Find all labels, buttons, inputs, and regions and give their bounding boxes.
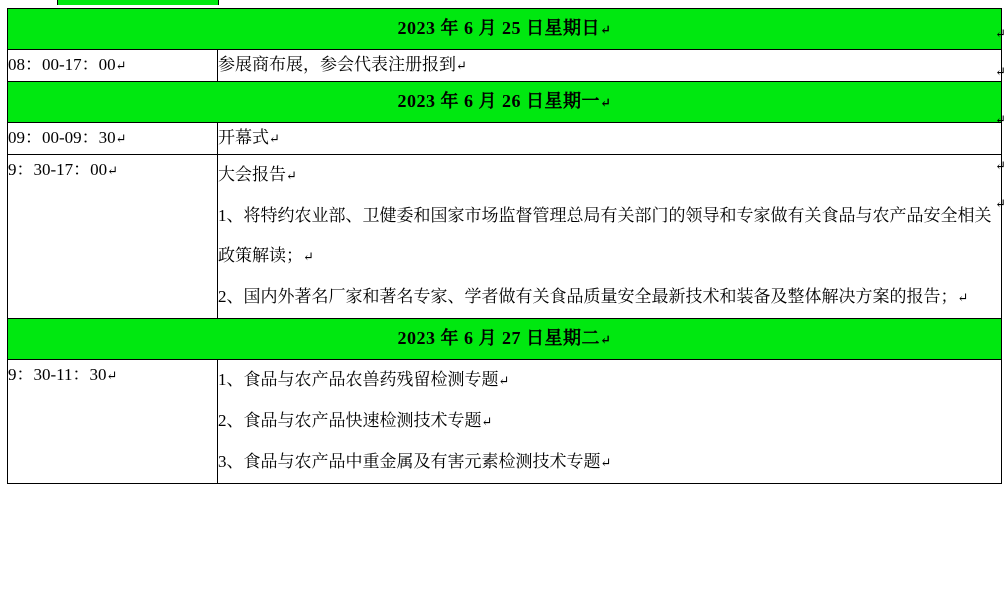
content-cell <box>218 50 1002 82</box>
content-cell <box>218 360 1002 484</box>
edge-paragraph-mark: ↵ <box>995 196 1006 211</box>
table-row <box>8 155 1002 319</box>
time-label: 9：30-11：30 <box>8 365 107 384</box>
day-header-cell <box>8 9 1002 50</box>
content-text: 大会报告 <box>218 165 286 184</box>
edge-paragraph-mark: ↵ <box>995 112 1006 127</box>
content-text: 2、食品与农产品快速检测技术专题 <box>218 411 482 430</box>
edge-paragraph-mark: ↵ <box>995 64 1006 79</box>
content-text: 3、食品与农产品中重金属及有害元素检测技术专题 <box>218 452 601 471</box>
content-cell <box>218 123 1002 155</box>
table-top-stub <box>57 0 219 5</box>
table-row <box>8 319 1002 360</box>
paragraph-mark: ↵ <box>481 414 493 429</box>
content-line <box>218 50 1001 81</box>
paragraph-mark: ↵ <box>600 332 612 347</box>
content-line <box>218 360 1001 401</box>
day-header-cell <box>8 82 1002 123</box>
edge-paragraph-mark: ↵ <box>995 26 1006 41</box>
paragraph-mark: ↵ <box>600 22 612 37</box>
content-text: 1、食品与农产品农兽药残留检测专题 <box>218 370 499 389</box>
paragraph-mark: ↵ <box>498 373 510 388</box>
content-line <box>218 401 1001 442</box>
paragraph-mark: ↵ <box>286 168 297 183</box>
table-row <box>8 82 1002 123</box>
paragraph-mark: ↵ <box>600 455 612 470</box>
paragraph-mark: ↵ <box>107 163 119 178</box>
paragraph-mark: ↵ <box>115 58 127 73</box>
paragraph-mark: ↵ <box>106 368 118 383</box>
content-text: 1、将特约农业部、卫健委和国家市场监督管理总局有关部门的领导和专家做有关食品与农产品安全相关政策解读； <box>218 206 992 265</box>
paragraph-mark: ↵ <box>303 249 314 264</box>
time-label: 9：30-17：00 <box>8 160 108 179</box>
time-cell <box>8 123 218 155</box>
time-cell <box>8 155 218 319</box>
paragraph-mark: ↵ <box>600 95 612 110</box>
edge-paragraph-mark: ↵ <box>995 158 1006 173</box>
content-text: 开幕式 <box>218 128 269 147</box>
content-line <box>218 277 1001 318</box>
day-header-label: 2023 年 6 月 26 日星期一 <box>397 91 601 111</box>
content-text: 参展商布展，参会代表注册报到 <box>218 55 456 74</box>
content-text: 2、国内外著名厂家和著名专家、学者做有关食品质量安全最新技术和装备及整体解决方案的报告； <box>218 287 958 306</box>
content-line <box>218 442 1001 483</box>
content-cell <box>218 155 1002 319</box>
time-label: 08：00-17：00 <box>8 55 116 74</box>
content-line <box>218 155 1001 196</box>
day-header-label: 2023 年 6 月 27 日星期二 <box>397 328 601 348</box>
day-header-label: 2023 年 6 月 25 日星期日 <box>397 18 601 38</box>
table-row <box>8 360 1002 484</box>
table-row <box>8 123 1002 155</box>
content-line <box>218 123 1001 154</box>
paragraph-mark: ↵ <box>269 131 280 146</box>
schedule-table <box>7 8 1002 484</box>
paragraph-mark: ↵ <box>957 290 969 305</box>
content-line <box>218 196 1001 277</box>
paragraph-mark: ↵ <box>456 58 467 73</box>
time-cell <box>8 50 218 82</box>
time-label: 09：00-09：30 <box>8 128 116 147</box>
paragraph-mark: ↵ <box>115 131 127 146</box>
table-row <box>8 9 1002 50</box>
table-row <box>8 50 1002 82</box>
day-header-cell <box>8 319 1002 360</box>
time-cell <box>8 360 218 484</box>
